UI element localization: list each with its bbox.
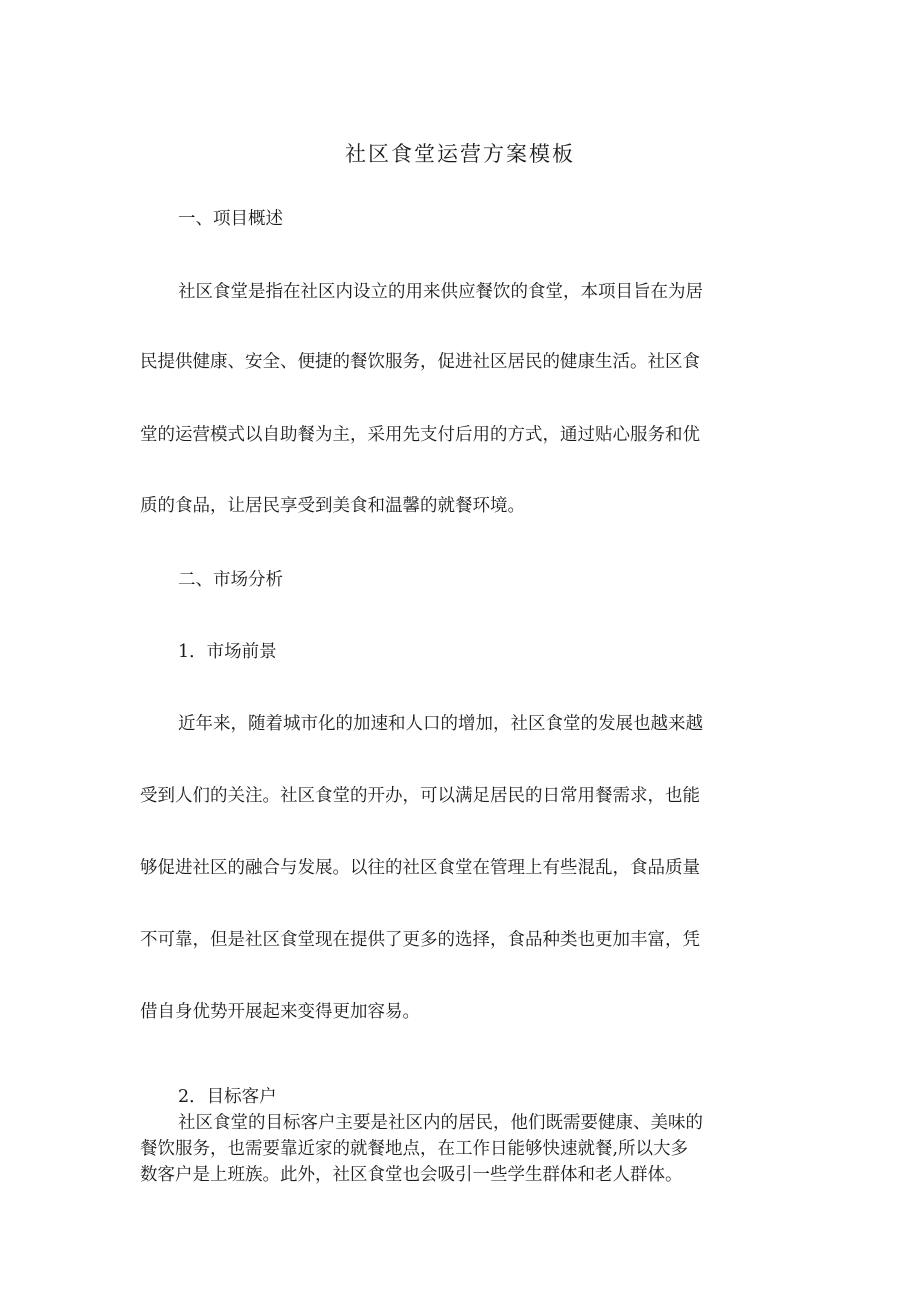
document-title: 社区食堂运营方案模板 bbox=[345, 142, 575, 166]
section2-heading: 二、市场分析 bbox=[178, 570, 283, 590]
section2-sub2-paragraph-line: 餐饮服务，也需要靠近家的就餐地点，在工作日能够快速就餐,所以大多 bbox=[140, 1139, 689, 1159]
section1-heading: 一、项目概述 bbox=[178, 209, 283, 229]
section2-sub2-paragraph-line: 数客户是上班族。此外，社区食堂也会吸引一些学生群体和老人群体。 bbox=[140, 1165, 683, 1185]
section2-sub1-paragraph-line: 不可靠，但是社区食堂现在提供了更多的选择，食品种类也更加丰富，凭 bbox=[140, 930, 700, 950]
section2-sub1-paragraph-line: 受到人们的关注。社区食堂的开办，可以满足居民的日常用餐需求，也能 bbox=[140, 786, 700, 806]
section2-sub1-paragraph-line: 够促进社区的融合与发展。以往的社区食堂在管理上有些混乱，食品质量 bbox=[140, 858, 700, 878]
section1-paragraph-line: 堂的运营模式以自助餐为主，采用先支付后用的方式，通过贴心服务和优 bbox=[140, 425, 700, 445]
section2-sub2-heading: 2．目标客户 bbox=[178, 1087, 277, 1107]
section1-paragraph-line: 民提供健康、安全、便捷的餐饮服务，促进社区居民的健康生活。社区食 bbox=[140, 352, 700, 372]
section2-sub2-paragraph-line: 社区食堂的目标客户主要是社区内的居民，他们既需要健康、美味的 bbox=[178, 1113, 703, 1133]
section2-sub1-paragraph-line: 借自身优势开展起来变得更加容易。 bbox=[140, 1002, 420, 1022]
section1-paragraph-line: 质的食品，让居民享受到美食和温馨的就餐环境。 bbox=[140, 496, 525, 516]
section2-sub1-paragraph-line: 近年来，随着城市化的加速和人口的增加，社区食堂的发展也越来越 bbox=[178, 714, 703, 734]
section2-sub1-heading: 1．市场前景 bbox=[178, 642, 277, 662]
section1-paragraph-line: 社区食堂是指在社区内设立的用来供应餐饮的食堂，本项目旨在为居 bbox=[178, 282, 703, 302]
